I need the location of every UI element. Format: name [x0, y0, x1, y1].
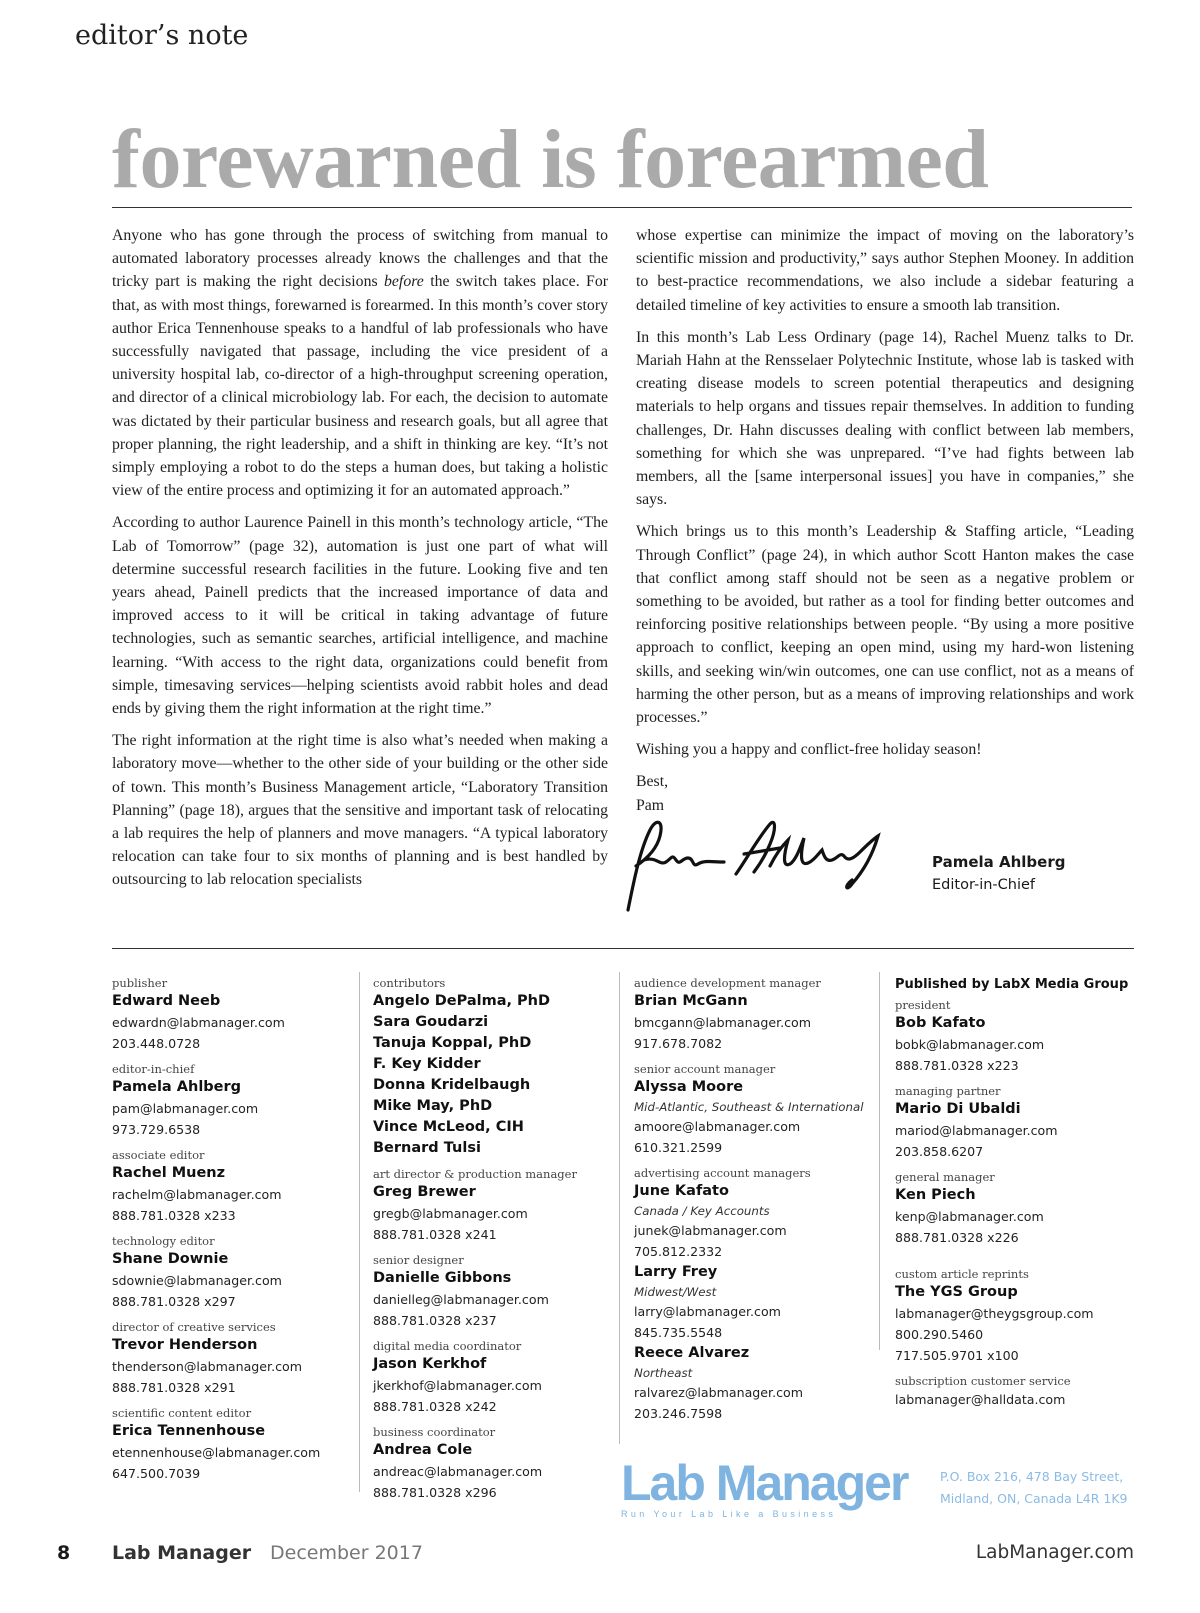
masthead-column-divider [359, 972, 360, 1492]
staff-entry: scientific content editor Erica Tennenhouse etennenhouse@labmanager.com 647.500.7039 [112, 1406, 321, 1481]
subscription-entry: subscription customer service labmanager@halldata.com [895, 1374, 1071, 1407]
staff-entry: director of creative services Trevor Henderson thenderson@labmanager.com 888.781.0328 x291 [112, 1320, 302, 1395]
footer-date: December 2017 [270, 1542, 423, 1564]
title-divider [112, 207, 1132, 208]
closing-name: Pam [636, 796, 665, 814]
signature-name: Pamela Ahlberg [932, 853, 1066, 871]
closing: Best, [636, 773, 669, 791]
publisher-heading: Published by LabX Media Group [895, 977, 1129, 992]
footer-magazine-name: Lab Manager [112, 1542, 252, 1564]
masthead-column-2 [373, 975, 613, 1510]
masthead-column-4 [895, 975, 1135, 1417]
masthead-column-1 [112, 975, 352, 1491]
article-paragraph: The right information at the right time is also what’s needed when making a laboratory move—whether to the other side of your building or the other side of town. This month’s Business Management article, “Laboratory Transition Planning” (page 18), argues that the sensitive and important task of relocating a lab requires the help of planners and move managers. “A typical laboratory relocation can take four to six months of planning and is best handled by outsourcing to lab relocation specialists [112, 732, 608, 889]
staff-entry: digital media coordinator Jason Kerkhof jkerkhof@labmanager.com 888.781.0328 x242 [373, 1339, 542, 1414]
staff-entry: business coordinator Andrea Cole andreac@labmanager.com 888.781.0328 x296 [373, 1425, 543, 1500]
ad-managers: advertising account managers June Kafato Canada / Key Accounts junek@labmanager.com 705.812.2332 Larry Frey Midwest/West larry@labmanager.com 845.735.5548 Reece Alvarez Northeast ralvarez@labmanager.com 203.246.7598 [634, 1166, 811, 1421]
staff-entry: senior account manager Alyssa Moore Mid-Atlantic, Southeast & International amoore@labmanager.com 610.321.2599 [634, 1062, 864, 1155]
staff-entry: associate editor Rachel Muenz rachelm@labmanager.com 888.781.0328 x233 [112, 1148, 282, 1223]
staff-entry: publisher Edward Neeb edwardn@labmanager.com 203.448.0728 [112, 976, 285, 1051]
handwritten-signature [620, 810, 920, 920]
article-column-left [112, 224, 608, 901]
article-paragraph: According to author Laurence Painell in this month’s technology article, “The Lab of Tomorrow” (page 32), automation is just one part of what will determine successful research facilities in the future. Looking five and ten years ahead, Painell predicts that the increased importance of data and improved access to it will be critical in taking advantage of future technologies, such as semantic searches, artificial intelligence, and machine learning. “With access to the right data, organizations could benefit from simple, timesaving services—helping scientists avoid rabbit holes and dead ends by giving them the right information at the right time.” [112, 514, 608, 718]
staff-entry: audience development manager Brian McGann bmcgann@labmanager.com 917.678.7082 [634, 976, 821, 1051]
staff-entry: senior designer Danielle Gibbons danielleg@labmanager.com 888.781.0328 x237 [373, 1253, 549, 1328]
staff-entry: president Bob Kafato bobk@labmanager.com 888.781.0328 x223 [895, 998, 1045, 1073]
article-paragraph: Anyone who has gone through the process of switching from manual to automated laboratory processes already knows the challenges and that the tricky part is making the right decisions before the switch takes place. For that, as with most things, forewarned is forearmed. In this month’s cover story author Erica Tennenhouse speaks to a handful of lab professionals who have successfully navigated that passage, including the vice president of a university hospital lab, co-director of a high-throughput screening operation, and director of a clinical microbiology lab. For each, the decision to automate was dictated by their particular business and research goals, but all agree that proper planning, the right leadership, and a shift in thinking are key. “It’s not simply employing a robot to do the steps a human does, but taking a holistic view of the entire process and optimizing it for an automated approach.” [112, 227, 608, 500]
masthead-column-3 [634, 975, 874, 1431]
mailing-address: P.O. Box 216, 478 Bay Street, Midland, ON, Canada L4R 1K9 [940, 1469, 1128, 1506]
staff-entry: technology editor Shane Downie sdownie@labmanager.com 888.781.0328 x297 [112, 1234, 282, 1309]
staff-entry: editor-in-chief Pamela Ahlberg pam@labmanager.com 973.729.6538 [112, 1062, 259, 1137]
staff-entry: custom article reprints The YGS Group labmanager@theygsgroup.com 800.290.5460 717.505.9701 x100 [895, 1267, 1094, 1363]
article-column-right [636, 224, 1134, 826]
page-number: 8 [57, 1542, 71, 1564]
article-paragraph: whose expertise can minimize the impact of moving on the laboratory’s scientific mission and productivity,” says author Stephen Mooney. In addition to best-practice recommendations, we also include a sidebar featuring a detailed timeline of key activities to ensure a smooth lab transition. [636, 227, 1134, 314]
page-title: forewarned is forearmed [112, 113, 989, 206]
staff-entry: managing partner Mario Di Ubaldi mariod@labmanager.com 203.858.6207 [895, 1084, 1058, 1159]
lab-manager-logo: Lab Manager Run Your Lab Like a Business [621, 1455, 908, 1519]
masthead-divider [112, 948, 1134, 949]
section-label: editor’s note [75, 20, 249, 51]
article-paragraph: Which brings us to this month’s Leadership & Staffing article, “Leading Through Conflict” (page 24), in which author Scott Hanton makes the case that conflict among staff should not be seen as a negative problem or something to be avoided, but rather as a tool for finding better outcomes and reinforcing positive relationships between people. “By using a more positive approach to conflict, keeping an open mind, using my hard-won listening skills, and seeking win/win outcomes, one can use conflict, not as a means of harming the other person, but as a means of improving relationships and work processes.” [636, 523, 1134, 727]
contributors-list: contributors Angelo DePalma, PhD Sara Goudarzi Tanuja Koppal, PhD F. Key Kidder Donna Kridelbaugh Mike May, PhD Vince McLeod, CIH Bernard Tulsi [373, 976, 551, 1156]
masthead-column-divider [879, 972, 880, 1350]
footer-website-link[interactable]: LabManager.com [975, 1542, 1134, 1563]
signature-title: Editor-in-Chief [932, 877, 1036, 893]
article-paragraph: Wishing you a happy and conflict-free holiday season! [636, 741, 982, 759]
staff-entry: general manager Ken Piech kenp@labmanager.com 888.781.0328 x226 [895, 1170, 1044, 1245]
staff-entry: art director & production manager Greg Brewer gregb@labmanager.com 888.781.0328 x241 [373, 1167, 577, 1242]
article-paragraph: In this month’s Lab Less Ordinary (page 14), Rachel Muenz talks to Dr. Mariah Hahn at the Rensselaer Polytechnic Institute, whose lab is tasked with creating disease models to screen potential therapeutics and designing materials to help organs and tissues repair themselves. In addition to funding challenges, Dr. Hahn discusses dealing with conflict between lab members, something for which she was unprepared. “I’ve had fights between lab members, all the [same interpersonal issues] you have in companies,” she says. [636, 328, 1134, 509]
masthead-column-divider [619, 972, 620, 1444]
